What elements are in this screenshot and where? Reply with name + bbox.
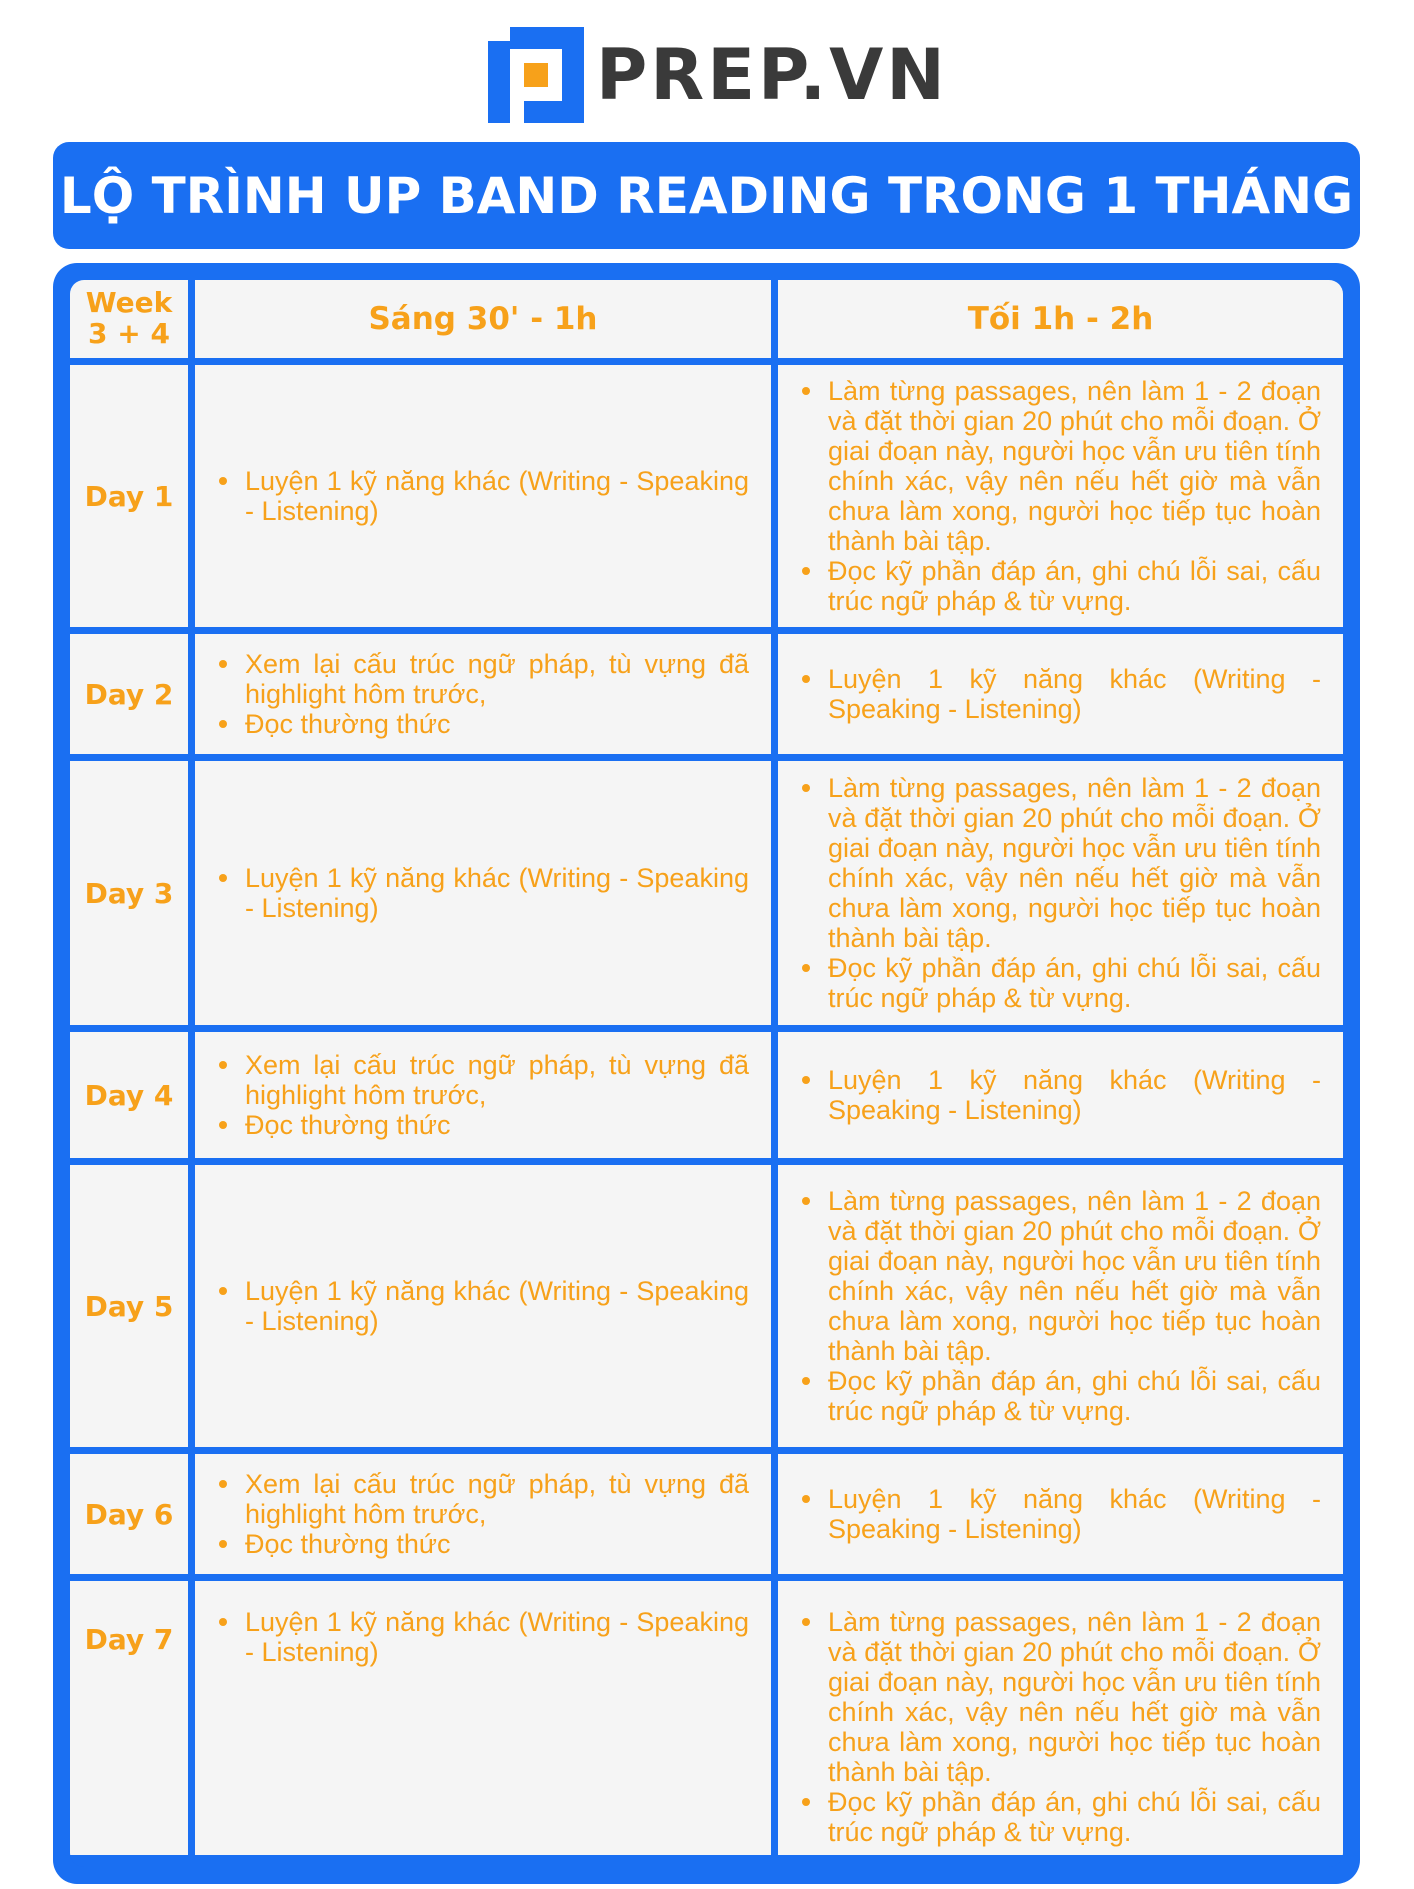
task-item: Luyện 1 kỹ năng khác (Writing - Speaking - Listening) [245, 1607, 749, 1667]
task-item: Đọc kỹ phần đáp án, ghi chú lỗi sai, cấu trúc ngữ pháp & từ vựng. [828, 1366, 1321, 1426]
morning-cell [195, 365, 771, 627]
task-item: Làm từng passages, nên làm 1 - 2 đoạn và đặt thời gian 20 phút cho mỗi đoạn. Ở giai đoạn này, người học vẫn ưu tiên tính chính xác, vậy nên nếu hết giờ mà vẫn chưa làm xong, người học tiếp tục hoàn thành bài tập. [828, 1607, 1321, 1787]
page-title: LỘ TRÌNH UP BAND READING TRONG 1 THÁNG [59, 166, 1354, 225]
day-label: Day 3 [70, 761, 188, 1025]
morning-cell [195, 1032, 771, 1158]
task-item: Làm từng passages, nên làm 1 - 2 đoạn và đặt thời gian 20 phút cho mỗi đoạn. Ở giai đoạn này, người học vẫn ưu tiên tính chính xác, vậy nên nếu hết giờ mà vẫn chưa làm xong, người học tiếp tục hoàn thành bài tập. [828, 376, 1321, 556]
task-item: Đọc thường thức [245, 709, 749, 739]
task-item: Đọc kỹ phần đáp án, ghi chú lỗi sai, cấu trúc ngữ pháp & từ vựng. [828, 556, 1321, 616]
day-label: Day 1 [70, 365, 188, 627]
header-week-range: 3 + 4 [88, 317, 170, 350]
morning-cell [195, 1165, 771, 1447]
evening-task-list [796, 1607, 1321, 1847]
schedule-table [70, 280, 1343, 1867]
morning-task-list [213, 1276, 749, 1336]
task-item: Luyện 1 kỹ năng khác (Writing - Speaking - Listening) [828, 1065, 1321, 1125]
day-label: Day 6 [70, 1454, 188, 1574]
morning-cell [195, 1581, 771, 1855]
morning-task-list [213, 1050, 749, 1140]
evening-cell [778, 761, 1343, 1025]
day-label: Day 5 [70, 1165, 188, 1447]
morning-cell [195, 761, 771, 1025]
evening-task-list [796, 664, 1321, 724]
evening-task-list [796, 1065, 1321, 1125]
evening-task-list [796, 376, 1321, 616]
task-item: Đọc thường thức [245, 1529, 749, 1559]
prep-logo-icon [488, 27, 584, 123]
evening-cell [778, 1454, 1343, 1574]
task-item: Làm từng passages, nên làm 1 - 2 đoạn và đặt thời gian 20 phút cho mỗi đoạn. Ở giai đoạn này, người học vẫn ưu tiên tính chính xác, vậy nên nếu hết giờ mà vẫn chưa làm xong, người học tiếp tục hoàn thành bài tập. [828, 1186, 1321, 1366]
task-item: Làm từng passages, nên làm 1 - 2 đoạn và đặt thời gian 20 phút cho mỗi đoạn. Ở giai đoạn này, người học vẫn ưu tiên tính chính xác, vậy nên nếu hết giờ mà vẫn chưa làm xong, người học tiếp tục hoàn thành bài tập. [828, 773, 1321, 953]
task-item: Luyện 1 kỹ năng khác (Writing - Speaking - Listening) [245, 466, 749, 526]
logo-text: PREP.VN [596, 34, 948, 116]
morning-task-list [213, 1469, 749, 1559]
morning-task-list [213, 649, 749, 739]
morning-cell [195, 1454, 771, 1574]
header-week [70, 280, 188, 358]
task-item: Luyện 1 kỹ năng khác (Writing - Speaking - Listening) [245, 1276, 749, 1336]
evening-cell [778, 1581, 1343, 1855]
morning-cell [195, 634, 771, 754]
task-item: Đọc kỹ phần đáp án, ghi chú lỗi sai, cấu trúc ngữ pháp & từ vựng. [828, 1787, 1321, 1847]
evening-cell [778, 1165, 1343, 1447]
task-item: Xem lại cấu trúc ngữ pháp, tù vựng đã highlight hôm trước, [245, 649, 749, 709]
task-item: Xem lại cấu trúc ngữ pháp, tù vựng đã highlight hôm trước, [245, 1469, 749, 1529]
logo [488, 27, 948, 123]
day-label: Day 7 [70, 1581, 188, 1855]
evening-task-list [796, 1186, 1321, 1426]
morning-task-list [213, 1607, 749, 1667]
title-banner [53, 142, 1360, 249]
day-label: Day 2 [70, 634, 188, 754]
evening-cell [778, 634, 1343, 754]
evening-task-list [796, 773, 1321, 1013]
schedule-table-frame [53, 263, 1360, 1884]
morning-task-list [213, 863, 749, 923]
header-morning: Sáng 30' - 1h [195, 280, 771, 358]
task-item: Đọc thường thức [245, 1110, 749, 1140]
morning-task-list [213, 466, 749, 526]
task-item: Đọc kỹ phần đáp án, ghi chú lỗi sai, cấu trúc ngữ pháp & từ vựng. [828, 953, 1321, 1013]
evening-cell [778, 365, 1343, 627]
task-item: Xem lại cấu trúc ngữ pháp, tù vựng đã highlight hôm trước, [245, 1050, 749, 1110]
task-item: Luyện 1 kỹ năng khác (Writing - Speaking - Listening) [828, 1484, 1321, 1544]
evening-task-list [796, 1484, 1321, 1544]
header-week-label: Week [85, 286, 173, 320]
day-label: Day 4 [70, 1032, 188, 1158]
task-item: Luyện 1 kỹ năng khác (Writing - Speaking - Listening) [245, 863, 749, 923]
task-item: Luyện 1 kỹ năng khác (Writing - Speaking - Listening) [828, 664, 1321, 724]
header-evening: Tối 1h - 2h [778, 280, 1343, 358]
evening-cell [778, 1032, 1343, 1158]
